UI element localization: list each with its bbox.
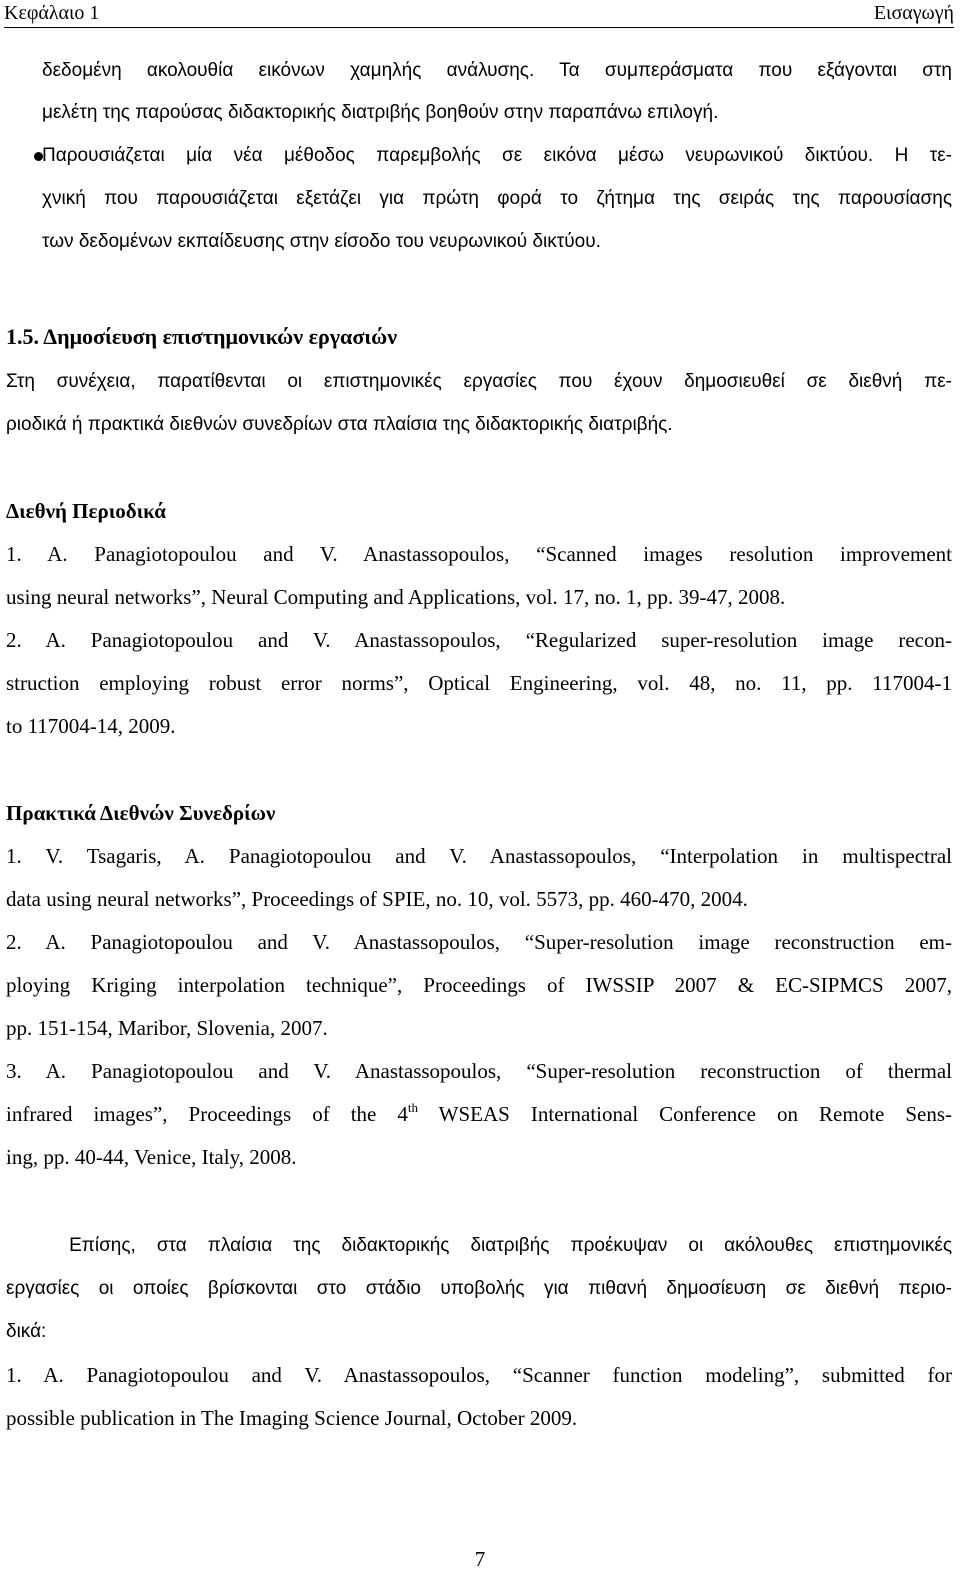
text-line: infrared images”, Proceedings of the 4th WSEAS International Conference on Remote Sens- [6,1100,952,1126]
text-line: to 117004-14, 2009. [6,714,176,738]
section-heading: 1.5. Δημοσίευση επιστημονικών εργασιών [6,324,398,349]
text-line: struction employing robust error norms”, Optical Engineering, vol. 48, no. 11, pp. 117004-1 [6,671,952,695]
header-rule [4,27,954,28]
text-line: possible publication in The Imaging Science Journal, October 2009. [6,1406,578,1430]
text-line: εργασίες οι οποίες βρίσκονται στο στάδιο υποβολής για πιθανή δημοσίευση σε διεθνή περιο- [6,1278,952,1299]
subsection-heading: Πρακτικά Διεθνών Συνεδρίων [6,801,276,825]
text-line: using neural networks”, Neural Computing and Applications, vol. 17, no. 1, pp. 39-47, 2008. [6,585,786,609]
text-line: 1. A. Panagiotopoulou and V. Anastassopoulos, “Scanner function modeling”, submitted for [6,1363,952,1387]
text-line: δεδομένη ακολουθία εικόνων χαμηλής ανάλυσης. Τα συμπεράσματα που εξάγονται στη [42,60,952,81]
text-line: 2. A. Panagiotopoulou and V. Anastassopoulos, “Regularized super-resolution image recon- [6,628,952,652]
text-line: μελέτη της παρούσας διδακτορικής διατριβής βοηθούν στην παραπάνω επιλογή. [42,102,719,123]
text-line: 1. V. Tsagaris, A. Panagiotopoulou and V. Anastassopoulos, “Interpolation in multispectral [6,844,952,868]
text-line: ing, pp. 40-44, Venice, Italy, 2008. [6,1145,297,1169]
text-line: Επίσης, στα πλαίσια της διδακτορικής διατριβής προέκυψαν οι ακόλουθες επιστημονικές [6,1235,952,1256]
section-label: Εισαγωγή [873,2,954,24]
subsection-heading: Διεθνή Περιοδικά [6,499,166,523]
ordinal-superscript: th [407,1100,419,1115]
text-line: δικά: [6,1321,47,1342]
page-number: 7 [474,1547,486,1571]
chapter-label: Κεφάλαιο 1 [4,2,100,24]
text-line: 2. A. Panagiotopoulou and V. Anastassopoulos, “Super-resolution image reconstruction em- [6,930,952,954]
text-line: των δεδομένων εκπαίδευσης στην είσοδο του νευρωνικού δικτύου. [42,231,601,252]
text-line: ριοδικά ή πρακτικά διεθνών συνεδρίων στα πλαίσια της διδακτορικής διατριβής. [6,414,673,435]
text-line: Παρουσιάζεται μία νέα μέθοδος παρεμβολής σε εικόνα μέσω νευρωνικού δικτύου. Η τε- [42,145,952,166]
text-line: 1. A. Panagiotopoulou and V. Anastassopoulos, “Scanned images resolution improvement [6,542,952,566]
text-line: χνική που παρουσιάζεται εξετάζει για πρώτη φορά το ζήτημα της σειράς της παρουσίασης [42,188,952,209]
text-line: 3. A. Panagiotopoulou and V. Anastassopoulos, “Super-resolution reconstruction of thermal [6,1059,952,1083]
text-line: pp. 151-154, Maribor, Slovenia, 2007. [6,1016,328,1040]
text-line: ploying Kriging interpolation technique”, Proceedings of IWSSIP 2007 & EC-SIPMCS 2007, [6,973,952,997]
text-line: data using neural networks”, Proceedings of SPIE, no. 10, vol. 5573, pp. 460-470, 2004. [6,887,748,911]
text-line: Στη συνέχεια, παρατίθενται οι επιστημονικές εργασίες που έχουν δημοσιευθεί σε διεθνή πε- [6,371,952,392]
